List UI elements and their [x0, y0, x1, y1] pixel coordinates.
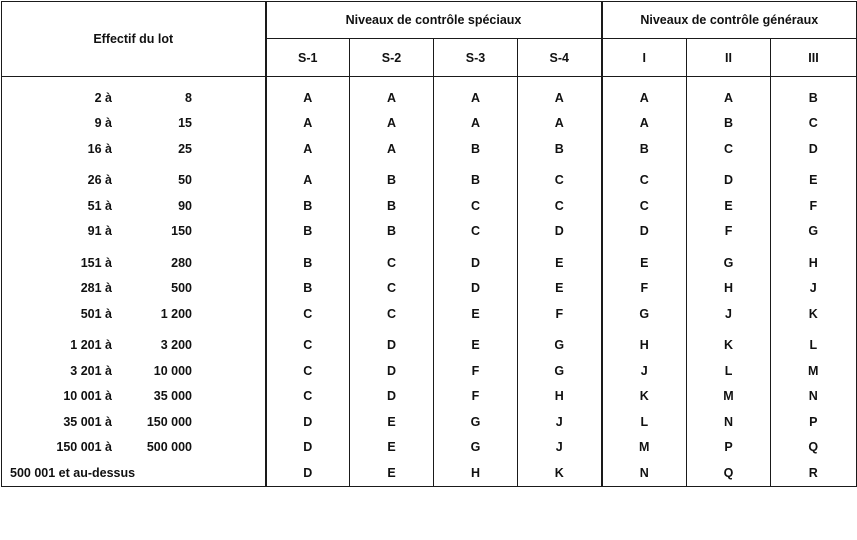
- lot-size-cell: [2, 460, 266, 486]
- table-row: [2, 409, 857, 435]
- code-letter-cell: Q: [771, 435, 857, 461]
- code-letter-cell: L: [687, 358, 771, 384]
- code-letter-cell: A: [266, 162, 350, 194]
- table-row: [2, 244, 857, 276]
- code-letter-cell: E: [602, 244, 687, 276]
- code-letter-cell: A: [602, 77, 687, 111]
- code-letter-cell: D: [266, 409, 350, 435]
- code-letter-cell: G: [518, 327, 602, 359]
- lot-size-cell: [2, 193, 266, 219]
- table-row: [2, 276, 857, 302]
- table-row: [2, 435, 857, 461]
- lot-size-from: 26 à: [87, 173, 112, 188]
- lot-size-cell: [2, 219, 266, 245]
- code-letter-cell: N: [687, 409, 771, 435]
- code-letter-cell: P: [687, 435, 771, 461]
- lot-size-cell: [2, 77, 266, 111]
- code-letter-cell: D: [350, 327, 434, 359]
- code-letter-cell: P: [771, 409, 857, 435]
- code-letter-cell: B: [350, 193, 434, 219]
- lot-size-from: 9 à: [94, 116, 112, 131]
- code-letter-cell: A: [602, 111, 687, 137]
- code-letter-cell: D: [518, 219, 602, 245]
- code-letter-cell: C: [350, 244, 434, 276]
- code-letter-cell: A: [350, 136, 434, 162]
- col-header-general-i: I: [602, 39, 687, 77]
- lot-size-cell: [2, 358, 266, 384]
- col-header-s4: S-4: [518, 39, 602, 77]
- code-letter-cell: C: [266, 384, 350, 410]
- code-letter-cell: L: [771, 327, 857, 359]
- code-letter-cell: E: [687, 193, 771, 219]
- lot-size-range-label: 500 001 et au-dessus: [10, 465, 136, 480]
- lot-size-from: 35 001 à: [63, 414, 112, 429]
- lot-size-cell: [2, 276, 266, 302]
- code-letter-cell: B: [266, 219, 350, 245]
- lot-size-to: 8: [185, 90, 192, 105]
- lot-size-from: 16 à: [87, 141, 112, 156]
- code-letter-cell: M: [602, 435, 687, 461]
- code-letter-cell: K: [602, 384, 687, 410]
- code-letter-cell: C: [518, 193, 602, 219]
- code-letter-cell: K: [771, 301, 857, 327]
- code-letter-cell: C: [434, 193, 518, 219]
- table-row: [2, 460, 857, 486]
- lot-size-to: 1 200: [160, 306, 192, 321]
- code-letter-cell: G: [434, 435, 518, 461]
- lot-size-cell: [2, 136, 266, 162]
- lot-size-from: 3 201 à: [70, 363, 112, 378]
- code-letter-cell: N: [771, 384, 857, 410]
- code-letter-cell: F: [434, 384, 518, 410]
- code-letter-cell: C: [771, 111, 857, 137]
- code-letter-cell: C: [266, 358, 350, 384]
- table-row: [2, 77, 857, 111]
- code-letter-cell: C: [687, 136, 771, 162]
- code-letter-cell: H: [687, 276, 771, 302]
- lot-size-from: 151 à: [80, 255, 112, 270]
- col-header-s2: S-2: [350, 39, 434, 77]
- lot-size-to: 150 000: [146, 414, 192, 429]
- code-letter-cell: B: [266, 193, 350, 219]
- code-letter-cell: B: [771, 77, 857, 111]
- code-letter-cell: E: [350, 460, 434, 486]
- code-letter-cell: D: [434, 276, 518, 302]
- lot-size-cell: [2, 162, 266, 194]
- code-letter-cell: C: [602, 193, 687, 219]
- code-letter-cell: C: [350, 276, 434, 302]
- code-letter-cell: D: [602, 219, 687, 245]
- table-row: [2, 327, 857, 359]
- code-letter-cell: A: [518, 111, 602, 137]
- code-letter-cell: A: [434, 111, 518, 137]
- code-letter-cell: G: [602, 301, 687, 327]
- code-letter-cell: Q: [687, 460, 771, 486]
- code-letter-cell: H: [602, 327, 687, 359]
- code-letter-cell: D: [266, 460, 350, 486]
- table-row: [2, 219, 857, 245]
- code-letter-cell: L: [602, 409, 687, 435]
- code-letter-cell: H: [518, 384, 602, 410]
- code-letter-cell: C: [434, 219, 518, 245]
- code-letter-cell: B: [434, 136, 518, 162]
- code-letter-cell: K: [687, 327, 771, 359]
- lot-size-to: 50: [178, 173, 192, 188]
- lot-size-from: 10 001 à: [63, 389, 112, 404]
- code-letter-cell: F: [771, 193, 857, 219]
- lot-size-to: 150: [171, 224, 192, 239]
- code-letter-cell: B: [687, 111, 771, 137]
- code-letter-cell: E: [350, 435, 434, 461]
- code-letter-cell: A: [434, 77, 518, 111]
- lot-size-from: 91 à: [87, 224, 112, 239]
- code-letter-cell: D: [771, 136, 857, 162]
- table-row: [2, 384, 857, 410]
- code-letter-cell: A: [687, 77, 771, 111]
- code-letter-cell: B: [518, 136, 602, 162]
- code-letter-cell: B: [350, 162, 434, 194]
- code-letter-cell: E: [350, 409, 434, 435]
- code-letter-cell: B: [266, 244, 350, 276]
- code-letter-cell: A: [266, 136, 350, 162]
- code-letter-cell: K: [518, 460, 602, 486]
- special-levels-header: Niveaux de contrôle spéciaux: [266, 2, 602, 39]
- code-letter-cell: N: [602, 460, 687, 486]
- code-letter-cell: H: [434, 460, 518, 486]
- lot-size-cell: [2, 384, 266, 410]
- code-letter-cell: E: [434, 327, 518, 359]
- lot-size-to: 280: [171, 255, 192, 270]
- code-letter-cell: F: [602, 276, 687, 302]
- code-letter-cell: E: [771, 162, 857, 194]
- lot-size-cell: [2, 301, 266, 327]
- table-row: [2, 111, 857, 137]
- code-letter-cell: C: [266, 327, 350, 359]
- code-letter-cell: J: [771, 276, 857, 302]
- code-letter-cell: D: [350, 384, 434, 410]
- code-letter-cell: C: [350, 301, 434, 327]
- code-letter-cell: G: [687, 244, 771, 276]
- col-header-s1: S-1: [266, 39, 350, 77]
- lot-size-header: Effectif du lot: [2, 2, 266, 77]
- code-letter-cell: F: [687, 219, 771, 245]
- code-letter-cell: A: [266, 111, 350, 137]
- code-letter-cell: B: [350, 219, 434, 245]
- code-letter-cell: J: [518, 409, 602, 435]
- code-letter-cell: G: [771, 219, 857, 245]
- table-row: [2, 358, 857, 384]
- code-letter-cell: D: [687, 162, 771, 194]
- code-letter-cell: A: [350, 77, 434, 111]
- code-letter-cell: G: [518, 358, 602, 384]
- lot-size-to: 15: [178, 116, 192, 131]
- lot-size-from: 1 201 à: [70, 338, 112, 353]
- code-letter-cell: H: [771, 244, 857, 276]
- code-letter-cell: D: [266, 435, 350, 461]
- sample-size-code-table: [1, 1, 856, 535]
- lot-size-cell: [2, 327, 266, 359]
- code-letter-cell: A: [266, 77, 350, 111]
- code-letter-cell: G: [434, 409, 518, 435]
- col-header-general-iii: III: [771, 39, 857, 77]
- code-letter-cell: C: [518, 162, 602, 194]
- code-letter-cell: C: [602, 162, 687, 194]
- code-letter-cell: A: [350, 111, 434, 137]
- lot-size-from: 281 à: [80, 281, 112, 296]
- code-letter-cell: M: [771, 358, 857, 384]
- lot-size-to: 25: [178, 141, 192, 156]
- code-letter-cell: C: [266, 301, 350, 327]
- code-letter-cell: J: [602, 358, 687, 384]
- code-letter-cell: F: [518, 301, 602, 327]
- lot-size-from: 51 à: [87, 198, 112, 213]
- code-letter-cell: B: [434, 162, 518, 194]
- code-letter-cell: J: [687, 301, 771, 327]
- lot-size-cell: [2, 244, 266, 276]
- table-row: [2, 193, 857, 219]
- code-letter-cell: B: [266, 276, 350, 302]
- lot-size-cell: [2, 409, 266, 435]
- code-letter-cell: E: [518, 244, 602, 276]
- lot-size-to: 500: [171, 281, 192, 296]
- code-letter-cell: D: [434, 244, 518, 276]
- col-header-general-ii: II: [687, 39, 771, 77]
- lot-size-cell: [2, 111, 266, 137]
- code-letter-cell: R: [771, 460, 857, 486]
- lot-size-to: 90: [178, 198, 192, 213]
- code-letter-table: [1, 1, 857, 487]
- lot-size-to: 35 000: [153, 389, 192, 404]
- lot-size-to: 3 200: [160, 338, 192, 353]
- general-levels-header: Niveaux de contrôle généraux: [602, 2, 857, 39]
- lot-size-to: 10 000: [153, 363, 192, 378]
- lot-size-to: 500 000: [146, 440, 192, 455]
- code-letter-cell: E: [518, 276, 602, 302]
- code-letter-cell: D: [350, 358, 434, 384]
- lot-size-from: 150 001 à: [56, 440, 112, 455]
- table-row: [2, 301, 857, 327]
- code-letter-cell: F: [434, 358, 518, 384]
- table-row: [2, 136, 857, 162]
- code-letter-cell: M: [687, 384, 771, 410]
- code-letter-cell: B: [602, 136, 687, 162]
- lot-size-from: 501 à: [80, 306, 112, 321]
- col-header-s3: S-3: [434, 39, 518, 77]
- table-row: [2, 162, 857, 194]
- code-letter-cell: A: [518, 77, 602, 111]
- lot-size-from: 2 à: [94, 90, 112, 105]
- lot-size-cell: [2, 435, 266, 461]
- code-letter-cell: J: [518, 435, 602, 461]
- code-letter-cell: E: [434, 301, 518, 327]
